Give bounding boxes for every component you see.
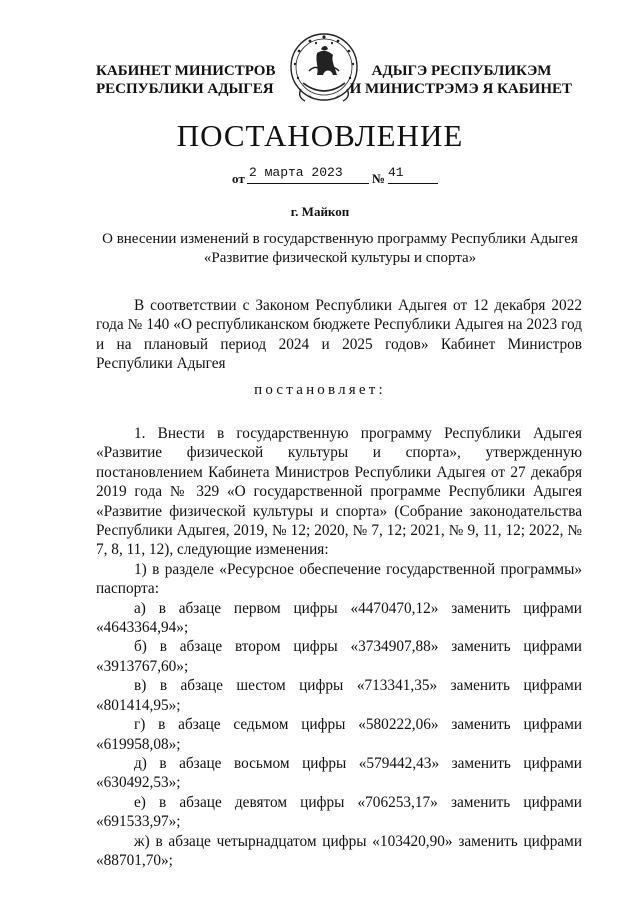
change-new-value: «691533,97»; [96, 813, 181, 831]
change-old-value: «3734907,88» [350, 638, 439, 656]
change-word: цифрами [523, 832, 583, 850]
number-prefix: № [372, 171, 386, 186]
change-letter: б) [134, 638, 147, 656]
change-line [96, 676, 582, 695]
header-right-line1: АДЫГЭ РЕСПУБЛИКЭМ [371, 63, 552, 79]
change-old-value: «579442,43» [358, 754, 440, 772]
item-1: 1. Внести в государственную программу Республики Адыгея «Развитие физической культуры и спорта», утвержденную постановлением Кабинета Министров Республики Адыгея от 27 декабря 2019 года № 329 «О государственной программе Республики Адыгея «Развитие физической культуры и спорта» (Собрание законодательства Республики Адыгея, 2019, № 12; 2020, № 7, 12; 2021, № 9, 11, 12; 2022, № 7, 8, 11, 12), следующие изменения: [96, 425, 582, 559]
change-ordinal: седьмом [233, 716, 289, 734]
change-item [96, 832, 582, 871]
change-word: заменить [450, 677, 510, 695]
change-new-value: «801414,95»; [96, 696, 181, 714]
change-word: цифры [302, 754, 347, 772]
subitem-1: 1) в разделе «Ресурсное обеспечение государственной программы» паспорта: [96, 560, 582, 598]
change-line [96, 715, 582, 734]
change-new-value: «630492,53»; [96, 774, 181, 792]
change-letter: в) [134, 677, 147, 695]
header-left-line1: КАБИНЕТ МИНИСТРОВ [96, 63, 276, 79]
change-old-value: «713341,35» [356, 677, 438, 695]
change-item [96, 599, 582, 638]
change-letter: е) [134, 793, 146, 811]
change-word: заменить [451, 716, 511, 734]
change-word: цифрами [523, 716, 583, 734]
date-prefix: от [232, 171, 245, 186]
change-word: заменить [450, 793, 511, 811]
change-new-value: «4643364,94»; [96, 619, 189, 637]
change-word: в абзаце [159, 638, 223, 656]
decree-word: постановляет: [254, 382, 386, 398]
change-line [96, 637, 582, 656]
header-right-line2: И МИНИСТРЭМЭ Я КАБИНЕТ [349, 81, 572, 97]
change-word: в абзаце [158, 716, 221, 734]
change-line [96, 754, 582, 773]
change-ordinal: втором [234, 638, 281, 656]
subject-line1: О внесении изменений в государственную программу Республики Адыгея [102, 231, 578, 247]
change-old-value: «706253,17» [357, 793, 438, 811]
change-ordinal: первом [233, 599, 281, 617]
change-word: заменить [458, 832, 518, 850]
change-old-value: «4470470,12» [350, 599, 439, 617]
change-new-value: «88701,70»; [96, 851, 173, 869]
city: г. Майкоп [290, 204, 350, 219]
change-item [96, 793, 582, 832]
change-word: цифры [293, 599, 338, 617]
change-word: цифры [293, 638, 338, 656]
change-word: заменить [451, 754, 511, 772]
header-right [350, 62, 572, 98]
change-word: цифрами [523, 599, 582, 617]
change-line [96, 793, 582, 812]
change-word: заменить [451, 638, 511, 656]
document-date: 2 марта 2023 [247, 165, 369, 184]
document-number: 41 [388, 165, 438, 184]
change-word: в абзаце [158, 599, 222, 617]
change-ordinal: шестом [236, 677, 286, 695]
change-new-value: «619958,08»; [96, 735, 181, 753]
change-ordinal: девятом [234, 793, 288, 811]
preamble: В соответствии с Законом Республики Адыгея от 12 декабря 2022 года № 140 «О республиканском бюджете Республики Адыгея на 2023 год и на плановый период 2024 и 2025 годов» Кабинет Министров Республики Адыгея [96, 297, 582, 373]
change-word: заменить [451, 599, 511, 617]
change-word: в абзаце [159, 793, 222, 811]
main-text [96, 424, 582, 870]
change-word: в абзаце [159, 754, 222, 772]
change-word: цифры [300, 793, 345, 811]
document-subject [90, 230, 590, 268]
change-word: цифры [301, 716, 346, 734]
change-line [96, 599, 582, 618]
change-word: цифрами [523, 638, 582, 656]
change-ordinal: восьмом [233, 754, 290, 772]
document-title: ПОСТАНОВЛЕНИЕ [176, 118, 464, 153]
change-letter: г) [134, 716, 146, 734]
change-word: цифрами [523, 677, 583, 695]
change-word: цифрами [523, 793, 582, 811]
change-item [96, 676, 582, 715]
header-left [96, 62, 275, 98]
subject-line2: «Развитие физической культуры и спорта» [203, 250, 477, 266]
change-item [96, 637, 582, 676]
change-item [96, 715, 582, 754]
change-old-value: «580222,06» [358, 716, 439, 734]
change-word: в абзаце [159, 677, 223, 695]
change-word: в абзаце [155, 832, 211, 850]
change-letter: ж) [134, 832, 150, 850]
header-left-line2: РЕСПУБЛИКИ АДЫГЕЯ [96, 81, 274, 97]
change-word: цифры [299, 677, 344, 695]
change-new-value: «3913767,60»; [96, 657, 189, 675]
change-ordinal: четырнадцатом [216, 832, 317, 850]
change-letter: а) [134, 599, 146, 617]
change-old-value: «103420,90» [372, 832, 453, 850]
change-line [96, 832, 582, 851]
change-letter: д) [134, 754, 147, 772]
change-item [96, 754, 582, 793]
change-word: цифрами [523, 754, 582, 772]
change-word: цифры [322, 832, 367, 850]
